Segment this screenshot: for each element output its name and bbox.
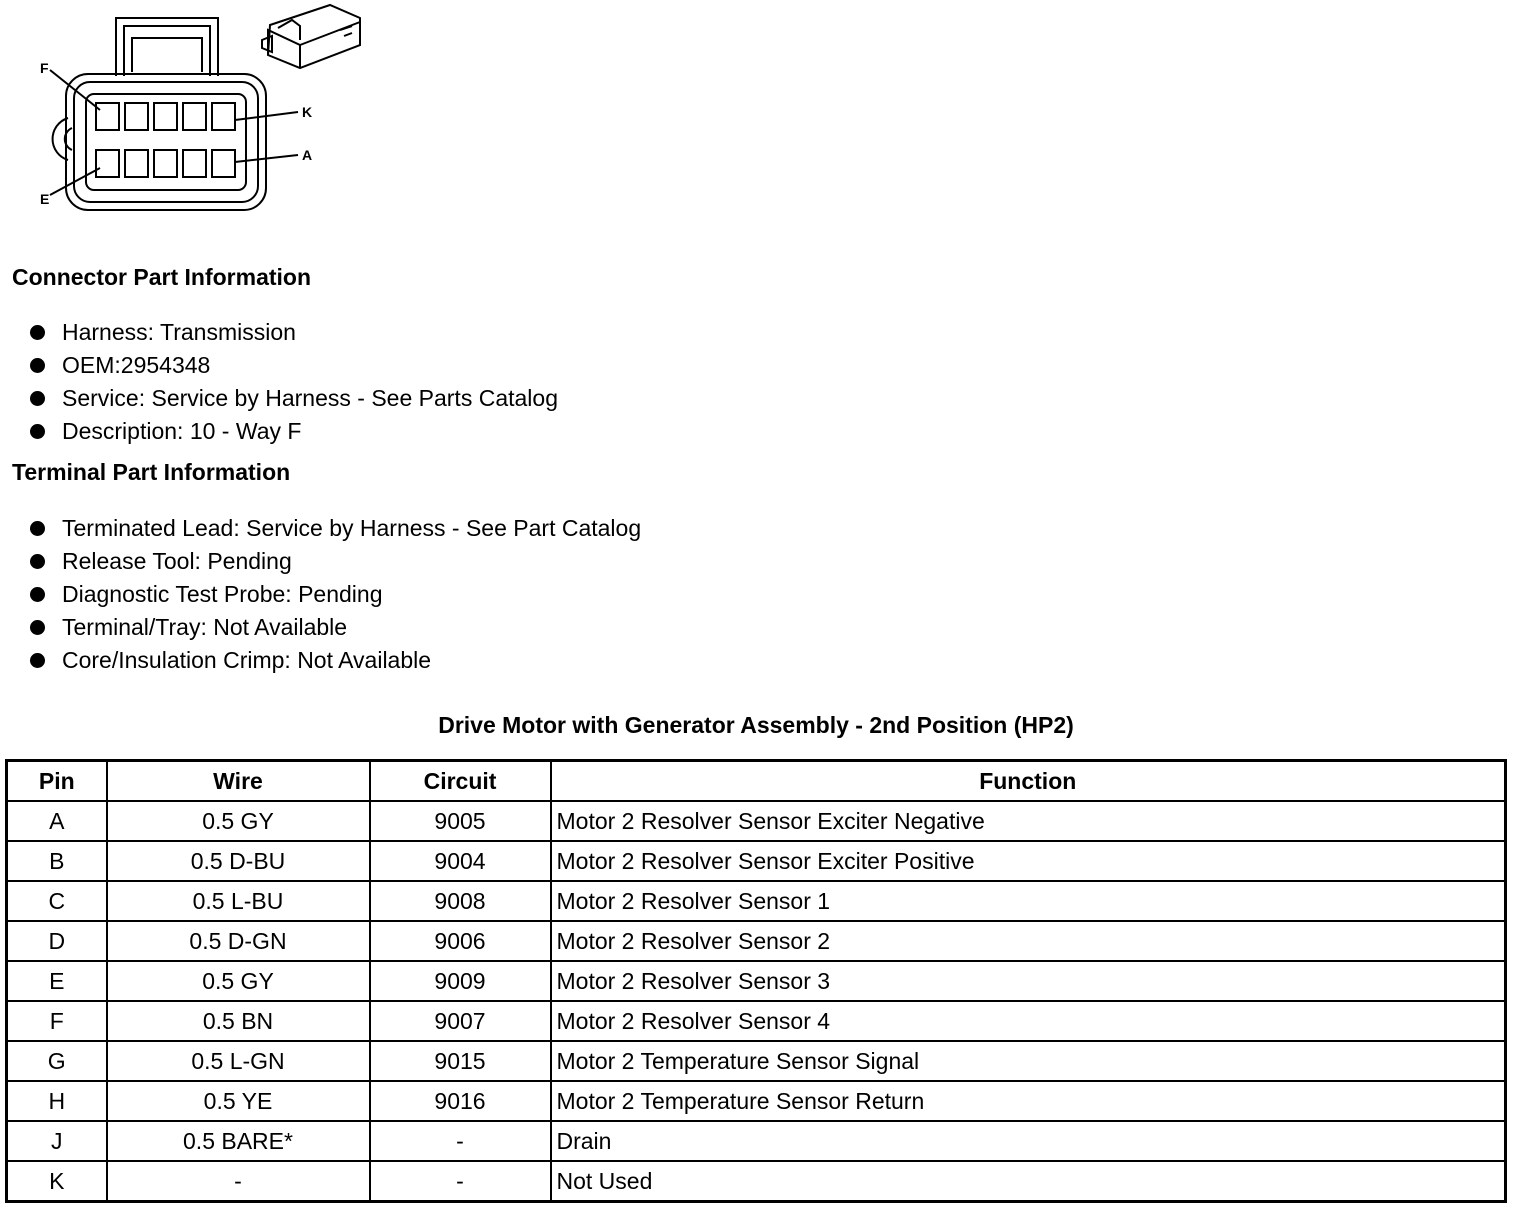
pinout-table xyxy=(5,759,1507,1203)
pin-label-e: E xyxy=(40,191,50,207)
table-row xyxy=(7,921,1506,961)
function-cell: Motor 2 Temperature Sensor Return xyxy=(551,1081,1506,1121)
terminal-info-list xyxy=(28,512,641,677)
pin-label-k: K xyxy=(302,104,313,120)
list-item: Release Tool: Pending xyxy=(28,545,641,578)
circuit-cell: - xyxy=(370,1161,551,1202)
table-row xyxy=(7,881,1506,921)
table-row xyxy=(7,961,1506,1001)
wire-cell: 0.5 D-BU xyxy=(107,841,370,881)
pin-cell: B xyxy=(7,841,107,881)
terminal-info-heading: Terminal Part Information xyxy=(12,459,291,485)
circuit-cell: 9016 xyxy=(370,1081,551,1121)
list-item: Description: 10 - Way F xyxy=(28,415,558,448)
column-header-function: Function xyxy=(551,761,1506,802)
function-cell: Motor 2 Resolver Sensor Exciter Negative xyxy=(551,801,1506,841)
function-cell: Motor 2 Resolver Sensor 1 xyxy=(551,881,1506,921)
table-header-row xyxy=(7,761,1506,802)
circuit-cell: 9004 xyxy=(370,841,551,881)
wire-cell: 0.5 D-GN xyxy=(107,921,370,961)
connector-info-list xyxy=(28,316,558,448)
pin-cell: F xyxy=(7,1001,107,1041)
pin-cell: J xyxy=(7,1121,107,1161)
circuit-cell: 9005 xyxy=(370,801,551,841)
list-item: Core/Insulation Crimp: Not Available xyxy=(28,644,641,677)
wire-cell: 0.5 L-GN xyxy=(107,1041,370,1081)
pin-cell: E xyxy=(7,961,107,1001)
circuit-cell: - xyxy=(370,1121,551,1161)
wire-cell: 0.5 GY xyxy=(107,961,370,1001)
function-cell: Not Used xyxy=(551,1161,1506,1202)
pin-cell: K xyxy=(7,1161,107,1202)
connector-diagram xyxy=(0,0,380,220)
table-row xyxy=(7,1081,1506,1121)
table-row xyxy=(7,1161,1506,1202)
pin-cell: C xyxy=(7,881,107,921)
column-header-wire: Wire xyxy=(107,761,370,802)
list-item: Harness: Transmission xyxy=(28,316,558,349)
pin-cell: G xyxy=(7,1041,107,1081)
circuit-cell: 9006 xyxy=(370,921,551,961)
table-row xyxy=(7,801,1506,841)
function-cell: Motor 2 Resolver Sensor Exciter Positive xyxy=(551,841,1506,881)
table-row xyxy=(7,841,1506,881)
pin-label-f: F xyxy=(40,60,49,76)
function-cell: Drain xyxy=(551,1121,1506,1161)
wire-cell: 0.5 BARE* xyxy=(107,1121,370,1161)
pin-cell: D xyxy=(7,921,107,961)
pin-cell: H xyxy=(7,1081,107,1121)
table-title: Drive Motor with Generator Assembly - 2nd Position (HP2) xyxy=(438,712,1074,738)
list-item: Terminal/Tray: Not Available xyxy=(28,611,641,644)
list-item: Diagnostic Test Probe: Pending xyxy=(28,578,641,611)
circuit-cell: 9009 xyxy=(370,961,551,1001)
pin-cell: A xyxy=(7,801,107,841)
function-cell: Motor 2 Resolver Sensor 2 xyxy=(551,921,1506,961)
connector-info-heading: Connector Part Information xyxy=(12,264,312,290)
table-row xyxy=(7,1121,1506,1161)
function-cell: Motor 2 Resolver Sensor 3 xyxy=(551,961,1506,1001)
wire-cell: 0.5 GY xyxy=(107,801,370,841)
wire-cell: 0.5 L-BU xyxy=(107,881,370,921)
list-item: Terminated Lead: Service by Harness - See Part Catalog xyxy=(28,512,641,545)
list-item: OEM:2954348 xyxy=(28,349,558,382)
function-cell: Motor 2 Temperature Sensor Signal xyxy=(551,1041,1506,1081)
table-row xyxy=(7,1041,1506,1081)
table-row xyxy=(7,1001,1506,1041)
wire-cell: 0.5 BN xyxy=(107,1001,370,1041)
circuit-cell: 9015 xyxy=(370,1041,551,1081)
function-cell: Motor 2 Resolver Sensor 4 xyxy=(551,1001,1506,1041)
wire-cell: 0.5 YE xyxy=(107,1081,370,1121)
wire-cell: - xyxy=(107,1161,370,1202)
list-item: Service: Service by Harness - See Parts Catalog xyxy=(28,382,558,415)
column-header-circuit: Circuit xyxy=(370,761,551,802)
pin-label-a: A xyxy=(302,147,313,163)
circuit-cell: 9008 xyxy=(370,881,551,921)
column-header-pin: Pin xyxy=(7,761,107,802)
circuit-cell: 9007 xyxy=(370,1001,551,1041)
